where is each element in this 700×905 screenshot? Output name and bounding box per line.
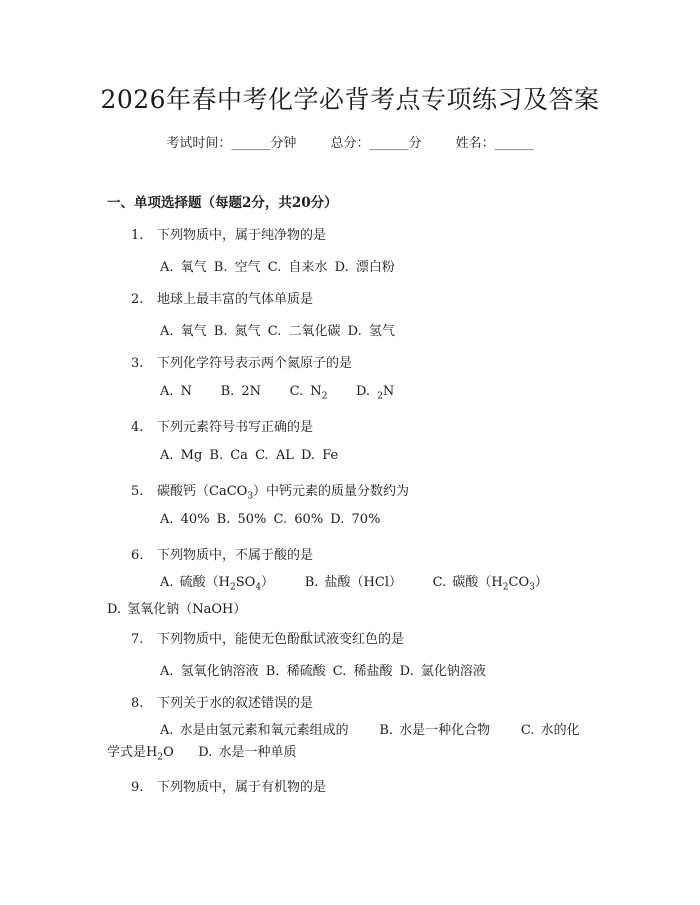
option-a: A. 水是由氢元素和氧元素组成的	[160, 723, 349, 738]
question-8	[131, 692, 313, 711]
option-a: A. 硫酸$(H_2SO_4)$	[160, 575, 275, 593]
question-number: 3.	[131, 356, 144, 371]
question-stem: 下列化学符号表示两个氮原子的是	[157, 356, 353, 371]
question-stem: 下列物质中，属于有机物的是	[157, 780, 327, 795]
option-d: D. 水是一种单质	[198, 745, 297, 760]
question-7-options: A. 氢氧化钠溶液 B. 稀硫酸 C. 稀盐酸 D. 氯化钠溶液	[160, 664, 486, 679]
question-3	[131, 352, 352, 371]
question-number: 5.	[131, 484, 144, 499]
question-stem: 下列元素符号书写正确的是	[157, 420, 314, 435]
question-2-options: A. 氧气 B. 氮气 C. 二氧化碳 D. 氢气	[160, 324, 395, 339]
exam-score: 总分：______分	[330, 136, 422, 151]
question-stem: 地球上最丰富的气体单质是	[157, 292, 314, 307]
question-4	[131, 416, 313, 435]
question-3-options	[160, 384, 394, 402]
question-6	[131, 544, 313, 563]
question-6-options	[107, 572, 592, 621]
question-5	[131, 480, 409, 502]
option-b: B. 盐酸（HCl）	[304, 575, 402, 590]
question-4-options: A. Mg B. Ca C. AL D. Fe	[160, 448, 339, 463]
option-d: D. 氢氧化钠（NaOH）	[107, 601, 247, 617]
question-stem: 下列物质中，属于纯净物的是	[157, 228, 327, 243]
option-a: A. N	[160, 384, 193, 399]
question-9	[131, 776, 326, 795]
question-8-options	[107, 720, 592, 769]
question-number: 9.	[131, 780, 144, 795]
exam-meta	[0, 132, 700, 151]
page-title: 2026年春中考化学必背考点专项练习及答案	[100, 85, 600, 114]
option-b: B. 水是一种化合物	[379, 723, 491, 738]
student-name: 姓名：______	[455, 136, 534, 151]
question-number: 1.	[131, 228, 144, 243]
question-number: 8.	[131, 696, 144, 711]
exam-time: 考试时间：______分钟	[166, 136, 297, 151]
question-stem: 下列物质中，能使无色酚酞试液变红色的是	[157, 632, 405, 647]
question-1	[131, 224, 326, 243]
question-stem: 下列物质中，不属于酸的是	[157, 548, 314, 563]
option-c: C. 水的化学式是$H_2O$	[107, 723, 580, 763]
question-number: 2.	[131, 292, 144, 307]
question-5-options: A. 40% B. 50% C. 60% D. 70%	[160, 512, 381, 527]
option-b: B. 2N	[220, 384, 262, 399]
question-2	[131, 288, 313, 307]
question-1-options: A. 氧气 B. 空气 C. 自来水 D. 漂白粉	[160, 260, 395, 275]
question-stem: 碳酸钙（CaCO$_3$）中钙元素的质量分数约为	[157, 484, 410, 502]
question-number: 4.	[131, 420, 144, 435]
option-c: C. $N_2$	[289, 384, 328, 402]
question-stem: 下列关于水的叙述错误的是	[157, 696, 314, 711]
option-c: C. 碳酸$(H_2CO_3)$	[432, 575, 548, 593]
question-number: 6.	[131, 548, 144, 563]
option-d: D. $_2$N	[355, 384, 395, 402]
question-7	[131, 628, 404, 647]
question-number: 7.	[131, 632, 144, 647]
section-heading: 一、单项选择题（每题2分，共20分）	[107, 195, 338, 211]
